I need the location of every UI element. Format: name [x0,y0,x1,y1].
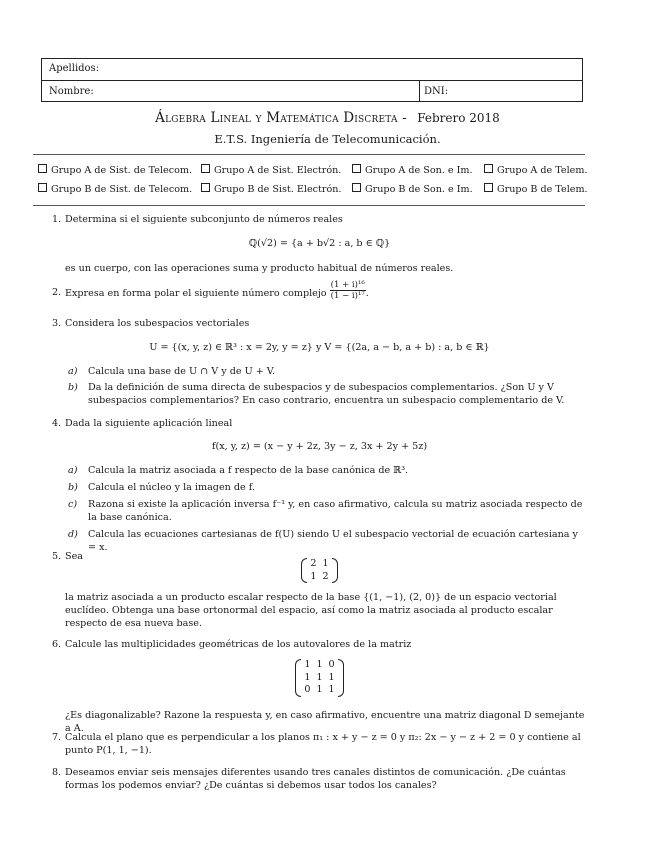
matrix [301,558,337,583]
subquestion-text: Razona si existe la aplicación inversa f⁻¹ y, en caso afirmativo, calcula su matriz asociada respecto de la base canónica. [88,499,583,523]
matrix-3x3-container [52,659,587,701]
question-text: Sea [65,551,83,562]
group-row-b [38,183,598,202]
matrix-cell: 1 [328,671,335,683]
dni-label: DNI: [424,86,449,97]
formula: U = {(x, y, z) ∈ ℝ³ : x = 2y, y = z} y V = {(2a, a − b, a + b) : a, b ∈ ℝ} [149,342,490,353]
student-info-box [41,58,583,102]
surname-row [42,59,582,81]
question-text: Expresa en forma polar el siguiente número complejo $\frac{\text{(1 + i)¹⁶}}{\text{(1 − i)¹⁷}}$ . [65,280,369,301]
subquestion-text: Calcula el núcleo y la imagen de f. [88,482,255,493]
matrix-cell: 1 [322,558,329,569]
subquestion-label: c) [68,499,78,510]
name-label: Nombre: [49,86,94,97]
question-number: 6. [52,639,62,650]
checkbox-icon[interactable] [201,183,210,192]
subquestion-text: Calcula las ecuaciones cartesianas de f(U) siendo U el subespacio vectorial de ecuación cartesiana y = x. [88,529,578,553]
question-text: Considera los subespacios vectoriales [65,318,250,329]
checkbox-icon[interactable] [484,164,493,173]
group-option[interactable]: Grupo B de Sist. Electrón. [201,183,341,195]
matrix-cell: 1 [304,671,311,683]
matrix-cell: 1 [316,671,323,683]
matrix-cell: 0 [304,684,311,695]
group-selector [38,164,598,202]
matrix-cell: 1 [316,659,323,670]
exam-title [0,110,655,126]
complex-fraction [330,280,366,301]
question-number: 2. [52,287,62,298]
checkbox-icon[interactable] [352,164,361,173]
subquestion-label: a) [68,465,78,476]
question-number: 4. [52,418,62,429]
matrix-cell: 2 [310,558,317,569]
formula: f(x, y, z) = (x − y + 2z, 3y − z, 3x + 2y + 5z) [211,441,428,452]
checkbox-icon[interactable] [201,164,210,173]
right-bracket [332,558,338,583]
subquestion-label: d) [68,529,78,540]
group-option[interactable]: Grupo B de Sist. de Telecom. [38,183,192,195]
question-text: Calcule las multiplicidades geométricas de los autovalores de la matriz [65,639,412,650]
matrix-cell: 1 [304,659,311,670]
fraction-numerator: (1 + i)¹⁶ [330,280,365,290]
subquestion-text: Da la definición de suma directa de subespacios y de subespacios complementarios. ¿Son U y V subespacios complementarios? En caso contrario, encuentra un subespacio complementario de V. [88,382,565,406]
matrix-cell: 2 [322,570,329,582]
matrix-cell: 0 [328,659,335,670]
group-option[interactable]: Grupo A de Sist. de Telecom. [38,164,192,176]
fraction-denominator: (1 − i)¹⁷ [330,291,365,301]
question-text: la matriz asociada a un producto escalar respecto de la base {(1, −1), (2, 0)} de un espacio vectorial euclídeo. Obtenga una base ortonormal del espacio, así como la matriz asociada al producto escalar respecto de esa nueva base. [65,592,557,629]
matrix-cell: 1 [316,684,323,695]
subquestion-label: a) [68,366,78,377]
question-text: Deseamos enviar seis mensajes diferentes usando tres canales distintos de comunicación. ¿De cuántas formas los podemos enviar? ¿De cuántas si debemos usar todos los canales? [65,767,566,791]
matrix-2x2-container [52,558,587,587]
checkbox-icon[interactable] [352,183,361,192]
formula: ℚ(√2) = {a + b√2 : a, b ∈ ℚ} [248,238,391,249]
top-divider [33,154,585,155]
left-bracket [295,659,301,697]
subquestion-label: b) [68,382,78,393]
group-option[interactable]: Grupo A de Sist. Electrón. [201,164,341,176]
checkbox-icon[interactable] [484,183,493,192]
course-title: Álgebra Lineal y Matemática Discreta - [155,110,407,126]
groups-divider [33,205,585,206]
group-option[interactable]: Grupo B de Telem. [484,183,588,195]
subquestion-text: Calcula una base de U ∩ V y de U + V. [88,366,276,377]
question-text: ¿Es diagonalizable? Razone la respuesta y, en caso afirmativo, encuentre una matriz diagonal D semejante a A. [65,710,585,734]
matrix [295,659,343,697]
question-number: 5. [52,551,62,562]
subquestion-label: b) [68,482,78,493]
checkbox-icon[interactable] [38,183,47,192]
group-option[interactable]: Grupo A de Son. e Im. [352,164,473,176]
school-subtitle: E.T.S. Ingeniería de Telecomunicación. [214,132,441,146]
question-number: 8. [52,767,62,778]
question-text: Determina si el siguiente subconjunto de números reales [65,214,343,225]
question-text: Dada la siguiente aplicación lineal [65,418,233,429]
exam-date: Febrero 2018 [417,111,500,125]
group-option[interactable]: Grupo B de Son. e Im. [352,183,473,195]
right-bracket [338,659,344,697]
matrix-cell: 1 [310,570,317,582]
name-dni-divider [419,81,420,102]
question-number: 7. [52,732,62,743]
question-number: 3. [52,318,62,329]
subquestion-text: Calcula la matriz asociada a f respecto de la base canónica de ℝ³. [88,465,409,476]
left-bracket [301,558,307,583]
question-text: Calcula el plano que es perpendicular a los planos π₁ : x + y − z = 0 y π₂: 2x − y − z + 2 = 0 y contiene al punto P(1, 1, −1). [65,732,581,756]
question-number: 1. [52,214,62,225]
surname-label: Apellidos: [49,63,100,74]
checkbox-icon[interactable] [38,164,47,173]
group-option[interactable]: Grupo A de Telem. [484,164,587,176]
question-text: es un cuerpo, con las operaciones suma y producto habitual de números reales. [65,263,454,274]
group-row-a [38,164,598,183]
matrix-cell: 1 [328,684,335,695]
